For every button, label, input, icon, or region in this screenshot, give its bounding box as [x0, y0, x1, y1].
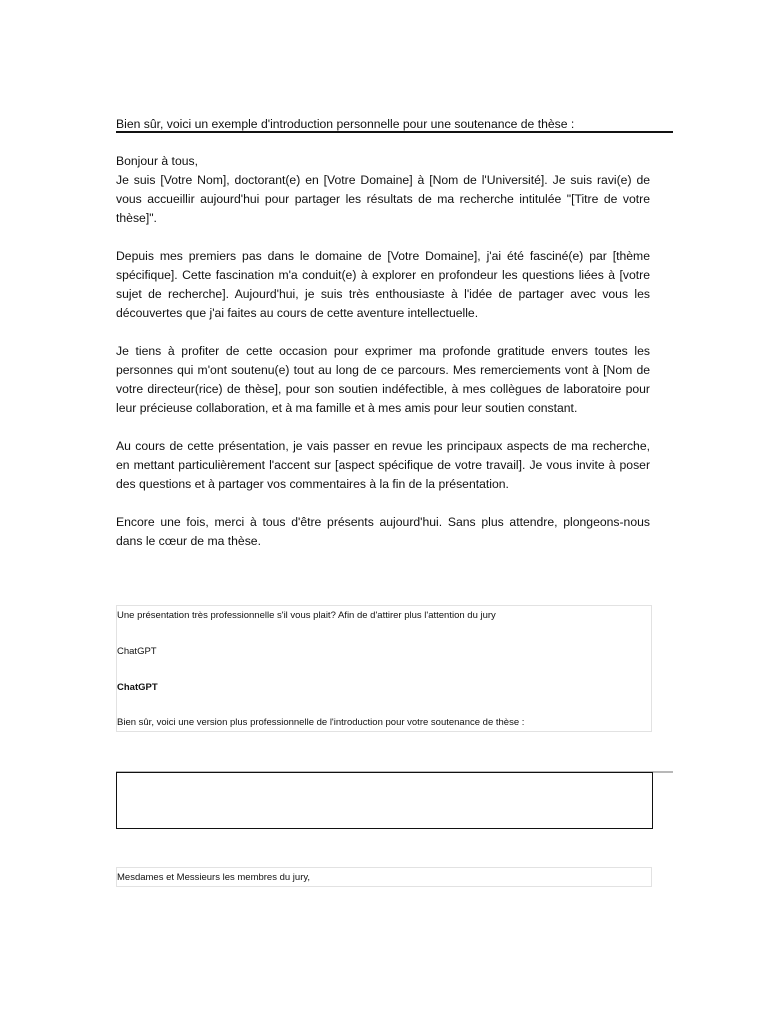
paragraph-1: Je suis [Votre Nom], doctorant(e) en [Votre Domaine] à [Nom de l'Université]. Je suis ravi(e) de vous accueillir aujourd'hui pour partager les résultats de ma recherche intitulée "[Titre de votre thèse]".: [116, 173, 650, 225]
document-page: [116, 0, 673, 1024]
paragraph-4: Au cours de cette présentation, je vais passer en revue les principaux aspects de ma recherche, en mettant particulièrement l'accent sur [aspect spécifique de votre travail]. Je vous invite à poser des questions et à partager vos commentaires à la fin de la présentation.: [116, 439, 650, 491]
empty-frame: [116, 772, 653, 829]
heading-divider: [116, 131, 673, 133]
greeting-text: Bonjour à tous,: [116, 154, 198, 168]
chat-transcript-box: [116, 605, 652, 732]
paragraph-greeting: [116, 152, 650, 228]
salutation-text: Mesdames et Messieurs les membres du jury,: [117, 872, 311, 883]
user-prompt: Une présentation très professionnelle s'il vous plait? Afin de d'attirer plus l'attention du jury: [117, 610, 496, 621]
paragraph-2: Depuis mes premiers pas dans le domaine de [Votre Domaine], j'ai été fasciné(e) par [thème spécifique]. Cette fascination m'a conduit(e) à explorer en profondeur les questions liées à [votre sujet de recherche]. Aujourd'hui, je suis très enthousiaste à l'idée de partager avec vous les découvertes que j'ai faites au cours de cette aventure intellectuelle.: [116, 249, 650, 320]
speaker-label-bold: ChatGPT: [117, 682, 158, 693]
paragraph-5: Encore une fois, merci à tous d'être présents aujourd'hui. Sans plus attendre, plongeons-nous dans le cœur de ma thèse.: [116, 515, 650, 548]
speaker-label: ChatGPT: [117, 646, 157, 657]
intro-line: Bien sûr, voici un exemple d'introduction personnelle pour une soutenance de thèse :: [116, 117, 575, 131]
salutation-box: [116, 867, 652, 887]
paragraph-3: Je tiens à profiter de cette occasion pour exprimer ma profonde gratitude envers toutes les personnes qui m'ont soutenu(e) tout au long de ce parcours. Mes remerciements vont à [Nom de votre directeur(rice) de thèse], pour son soutien indéfectible, à mes collègues de laboratoire pour leur précieuse collaboration, et à ma famille et à mes amis pour leur soutien constant.: [116, 344, 650, 415]
response-intro: Bien sûr, voici une version plus professionnelle de l'introduction pour votre soutenance de thèse :: [117, 717, 525, 728]
